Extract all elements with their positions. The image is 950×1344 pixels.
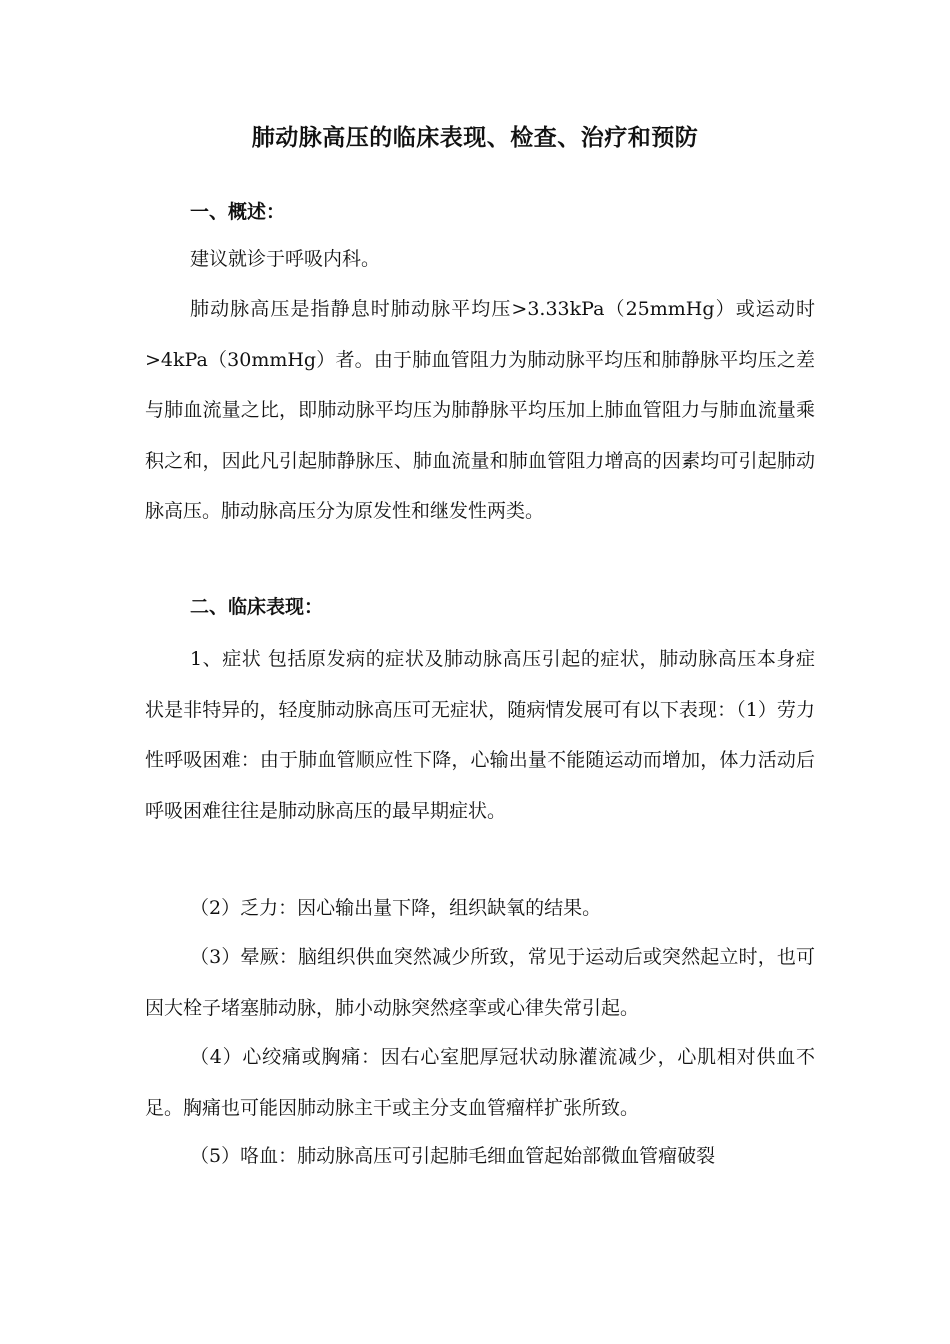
paragraph-clinical-2: （2）乏力：因心输出量下降，组织缺氧的结果。 — [190, 897, 602, 919]
section-heading-overview: 一、概述： — [190, 201, 286, 223]
paragraph-overview-2: 肺动脉高压是指静息时肺动脉平均压>3.33kPa（25mmHg）或运动时>4kPa（30mmHg）者。由于肺血管阻力为肺动脉平均压和肺静脉平均压之差与肺血流量之比，即肺动脉平均压为肺静脉平均压加上肺血管阻力与肺血流量乘积之和，因此凡引起肺静脉压、肺血流量和肺血管阻力增高的因素均可引起肺动脉高压。肺动脉高压分为原发性和继发性两类。 — [145, 298, 815, 522]
paragraph-clinical-3: （3）晕厥：脑组织供血突然减少所致，常见于运动后或突然起立时，也可因大栓子堵塞肺动脉，肺小动脉突然痉挛或心律失常引起。 — [145, 946, 815, 1019]
document-title: 肺动脉高压的临床表现、检查、治疗和预防 — [251, 125, 699, 151]
paragraph-clinical-1: 1、症状 包括原发病的症状及肺动脉高压引起的症状，肺动脉高压本身症状是非特异的，轻度肺动脉高压可无症状，随病情发展可有以下表现：（1）劳力性呼吸困难：由于肺血管顺应性下降，心输出量不能随运动而增加，体力活动后呼吸困难往往是肺动脉高压的最早期症状。 — [145, 648, 815, 822]
paragraph-clinical-5: （5）咯血：肺动脉高压可引起肺毛细血管起始部微血管瘤破裂 — [190, 1145, 716, 1167]
paragraph-clinical-4: （4）心绞痛或胸痛：因右心室肥厚冠状动脉灌流减少，心肌相对供血不足。胸痛也可能因肺动脉主干或主分支血管瘤样扩张所致。 — [145, 1046, 815, 1119]
paragraph-overview-1: 建议就诊于呼吸内科。 — [190, 248, 381, 270]
section-heading-clinical: 二、临床表现： — [190, 596, 324, 618]
